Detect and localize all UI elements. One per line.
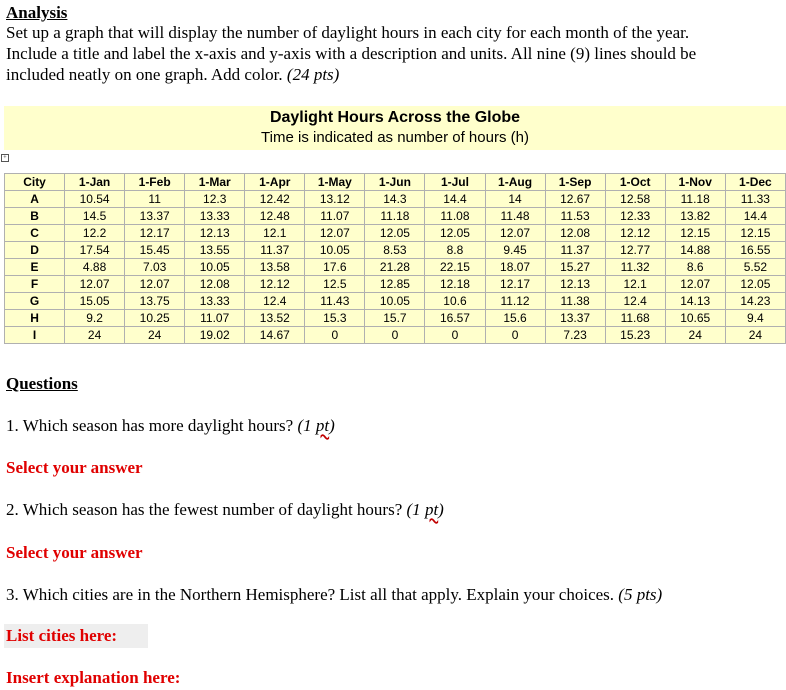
column-header-month: 1-Jun <box>365 174 425 191</box>
column-header-month: 1-Feb <box>125 174 185 191</box>
daylight-hours-cell: 14.23 <box>725 293 785 310</box>
daylight-hours-cell: 11.53 <box>545 208 605 225</box>
daylight-hours-cell: 7.23 <box>545 327 605 344</box>
city-label-cell: H <box>5 310 65 327</box>
question-1 <box>6 416 335 436</box>
daylight-hours-cell: 12.58 <box>605 191 665 208</box>
column-header-month: 1-Aug <box>485 174 545 191</box>
daylight-hours-cell: 11 <box>125 191 185 208</box>
city-label-cell: F <box>5 276 65 293</box>
daylight-hours-cell: 12.12 <box>245 276 305 293</box>
daylight-hours-cell: 11.38 <box>545 293 605 310</box>
daylight-hours-cell: 13.37 <box>125 208 185 225</box>
city-label-cell: D <box>5 242 65 259</box>
question-3-points: (5 pts) <box>618 585 663 604</box>
daylight-hours-cell: 13.58 <box>245 259 305 276</box>
daylight-hours-cell: 4.88 <box>65 259 125 276</box>
daylight-hours-cell: 11.43 <box>305 293 365 310</box>
daylight-hours-cell: 12.15 <box>725 225 785 242</box>
daylight-hours-cell: 13.37 <box>545 310 605 327</box>
daylight-hours-cell: 12.1 <box>245 225 305 242</box>
daylight-hours-cell: 12.17 <box>125 225 185 242</box>
analysis-line-1: Set up a graph that will display the number of daylight hours in each city for each month of the year. <box>6 23 690 42</box>
daylight-hours-cell: 12.18 <box>425 276 485 293</box>
analysis-line-3 <box>6 64 786 85</box>
daylight-hours-cell: 16.55 <box>725 242 785 259</box>
daylight-hours-cell: 24 <box>65 327 125 344</box>
questions-heading: Questions <box>6 374 78 393</box>
daylight-hours-cell: 11.33 <box>725 191 785 208</box>
daylight-hours-cell: 15.45 <box>125 242 185 259</box>
city-label-cell: G <box>5 293 65 310</box>
daylight-hours-cell: 10.54 <box>65 191 125 208</box>
daylight-hours-cell: 11.37 <box>245 242 305 259</box>
column-header-month: 1-Nov <box>665 174 725 191</box>
daylight-hours-cell: 11.68 <box>605 310 665 327</box>
daylight-hours-cell: 19.02 <box>185 327 245 344</box>
column-header-month: 1-Sep <box>545 174 605 191</box>
daylight-hours-cell: 0 <box>485 327 545 344</box>
daylight-hours-cell: 12.12 <box>605 225 665 242</box>
daylight-hours-cell: 13.33 <box>185 293 245 310</box>
table-row <box>5 327 786 344</box>
table-row <box>5 208 786 225</box>
daylight-hours-cell: 12.1 <box>605 276 665 293</box>
daylight-hours-cell: 13.82 <box>665 208 725 225</box>
daylight-hours-cell: 12.07 <box>665 276 725 293</box>
analysis-heading: Analysis <box>6 3 68 22</box>
city-label-cell: E <box>5 259 65 276</box>
daylight-hours-cell: 12.67 <box>545 191 605 208</box>
city-label-cell: I <box>5 327 65 344</box>
daylight-hours-cell: 21.28 <box>365 259 425 276</box>
daylight-hours-cell: 12.2 <box>65 225 125 242</box>
table-header-row <box>5 174 786 191</box>
question-3-text: 3. Which cities are in the Northern Hemisphere? List all that apply. Explain your choices. <box>6 585 615 604</box>
daylight-hours-cell: 13.55 <box>185 242 245 259</box>
daylight-hours-cell: 8.53 <box>365 242 425 259</box>
daylight-hours-cell: 11.08 <box>425 208 485 225</box>
table-gap <box>4 150 786 173</box>
table-row <box>5 259 786 276</box>
daylight-hours-cell: 14.3 <box>365 191 425 208</box>
daylight-hours-cell: 13.75 <box>125 293 185 310</box>
daylight-hours-cell: 24 <box>725 327 785 344</box>
daylight-hours-cell: 11.37 <box>545 242 605 259</box>
daylight-hours-cell: 15.7 <box>365 310 425 327</box>
daylight-hours-cell: 12.42 <box>245 191 305 208</box>
table-move-handle-icon[interactable]: + <box>1 154 9 162</box>
daylight-hours-cell: 10.6 <box>425 293 485 310</box>
daylight-hours-cell: 10.65 <box>665 310 725 327</box>
daylight-hours-cell: 7.03 <box>125 259 185 276</box>
column-header-month: 1-Dec <box>725 174 785 191</box>
daylight-hours-cell: 12.4 <box>245 293 305 310</box>
daylight-hours-cell: 14.4 <box>425 191 485 208</box>
daylight-hours-cell: 12.77 <box>605 242 665 259</box>
table-row <box>5 191 786 208</box>
daylight-hours-cell: 14.5 <box>65 208 125 225</box>
daylight-hours-cell: 13.12 <box>305 191 365 208</box>
analysis-instructions <box>6 22 786 85</box>
daylight-hours-cell: 9.45 <box>485 242 545 259</box>
table-row <box>5 293 786 310</box>
daylight-hours-cell: 12.17 <box>485 276 545 293</box>
question-3 <box>6 585 662 605</box>
daylight-hours-cell: 24 <box>665 327 725 344</box>
daylight-hours-cell: 17.54 <box>65 242 125 259</box>
daylight-hours-cell: 11.18 <box>665 191 725 208</box>
daylight-hours-cell: 12.07 <box>65 276 125 293</box>
analysis-line-2: Include a title and label the x-axis and y-axis with a description and units. All nine (9) lines should be <box>6 44 697 63</box>
daylight-hours-cell: 14.13 <box>665 293 725 310</box>
daylight-hours-cell: 15.3 <box>305 310 365 327</box>
daylight-hours-cell: 12.07 <box>305 225 365 242</box>
daylight-hours-cell: 11.12 <box>485 293 545 310</box>
question-1-answer-dropdown[interactable]: Select your answer <box>6 458 143 477</box>
daylight-hours-cell: 12.85 <box>365 276 425 293</box>
daylight-hours-cell: 24 <box>125 327 185 344</box>
daylight-hours-cell: 12.08 <box>185 276 245 293</box>
daylight-hours-cell: 11.48 <box>485 208 545 225</box>
daylight-hours-cell: 12.4 <box>605 293 665 310</box>
daylight-hours-cell: 12.05 <box>725 276 785 293</box>
question-2 <box>6 500 444 520</box>
table-title: Daylight Hours Across the Globe <box>269 109 521 126</box>
city-label-cell: B <box>5 208 65 225</box>
daylight-hours-cell: 11.07 <box>305 208 365 225</box>
daylight-hours-cell: 12.15 <box>665 225 725 242</box>
city-label-cell: C <box>5 225 65 242</box>
daylight-hours-cell: 14 <box>485 191 545 208</box>
daylight-hours-cell: 15.27 <box>545 259 605 276</box>
daylight-hours-cell: 22.15 <box>425 259 485 276</box>
column-header-city: City <box>5 174 65 191</box>
daylight-hours-cell: 11.32 <box>605 259 665 276</box>
daylight-hours-cell: 5.52 <box>725 259 785 276</box>
cities-list-field[interactable]: List cities here: <box>4 624 148 648</box>
daylight-hours-cell: 12.33 <box>605 208 665 225</box>
daylight-hours-cell: 14.88 <box>665 242 725 259</box>
table-row <box>5 276 786 293</box>
analysis-points: (24 pts) <box>286 65 340 84</box>
daylight-hours-cell: 11.18 <box>365 208 425 225</box>
daylight-hours-cell: 12.3 <box>185 191 245 208</box>
analysis-line-3-text: included neatly on one graph. Add color. <box>6 65 283 84</box>
daylight-hours-cell: 0 <box>305 327 365 344</box>
daylight-hours-cell: 8.6 <box>665 259 725 276</box>
daylight-hours-cell: 10.05 <box>305 242 365 259</box>
daylight-hours-cell: 12.05 <box>425 225 485 242</box>
question-1-points: (1 pt) <box>297 416 335 435</box>
city-label-cell: A <box>5 191 65 208</box>
column-header-month: 1-Apr <box>245 174 305 191</box>
daylight-hours-cell: 14.4 <box>725 208 785 225</box>
question-1-text: 1. Which season has more daylight hours? <box>6 416 294 435</box>
daylight-hours-cell: 10.25 <box>125 310 185 327</box>
table-title-band <box>4 106 786 150</box>
daylight-hours-cell: 12.13 <box>545 276 605 293</box>
daylight-hours-cell: 12.13 <box>185 225 245 242</box>
column-header-month: 1-Jul <box>425 174 485 191</box>
table-row <box>5 310 786 327</box>
daylight-hours-cell: 10.05 <box>185 259 245 276</box>
question-2-points: (1 pt) <box>406 500 444 519</box>
daylight-hours-cell: 12.07 <box>485 225 545 242</box>
explanation-field[interactable]: Insert explanation here: <box>6 668 181 687</box>
daylight-hours-cell: 12.48 <box>245 208 305 225</box>
daylight-hours-cell: 18.07 <box>485 259 545 276</box>
daylight-hours-cell: 0 <box>365 327 425 344</box>
daylight-hours-cell: 12.08 <box>545 225 605 242</box>
column-header-month: 1-Mar <box>185 174 245 191</box>
column-header-month: 1-May <box>305 174 365 191</box>
daylight-hours-cell: 15.23 <box>605 327 665 344</box>
daylight-hours-cell: 9.2 <box>65 310 125 327</box>
table-row <box>5 242 786 259</box>
daylight-hours-cell: 10.05 <box>365 293 425 310</box>
question-2-text: 2. Which season has the fewest number of daylight hours? <box>6 500 403 519</box>
daylight-hours-cell: 8.8 <box>425 242 485 259</box>
table-subtitle: Time is indicated as number of hours (h) <box>261 129 529 146</box>
daylight-table-block <box>4 106 786 344</box>
daylight-hours-cell: 16.57 <box>425 310 485 327</box>
question-2-answer-dropdown[interactable]: Select your answer <box>6 543 143 562</box>
daylight-hours-cell: 15.6 <box>485 310 545 327</box>
daylight-hours-cell: 12.05 <box>365 225 425 242</box>
daylight-data-table <box>4 173 786 344</box>
daylight-hours-cell: 12.5 <box>305 276 365 293</box>
daylight-hours-cell: 11.07 <box>185 310 245 327</box>
daylight-hours-cell: 15.05 <box>65 293 125 310</box>
table-row <box>5 225 786 242</box>
daylight-hours-cell: 17.6 <box>305 259 365 276</box>
column-header-month: 1-Oct <box>605 174 665 191</box>
daylight-hours-cell: 12.07 <box>125 276 185 293</box>
daylight-hours-cell: 14.67 <box>245 327 305 344</box>
column-header-month: 1-Jan <box>65 174 125 191</box>
daylight-hours-cell: 0 <box>425 327 485 344</box>
daylight-hours-cell: 13.33 <box>185 208 245 225</box>
daylight-hours-cell: 13.52 <box>245 310 305 327</box>
daylight-hours-cell: 9.4 <box>725 310 785 327</box>
